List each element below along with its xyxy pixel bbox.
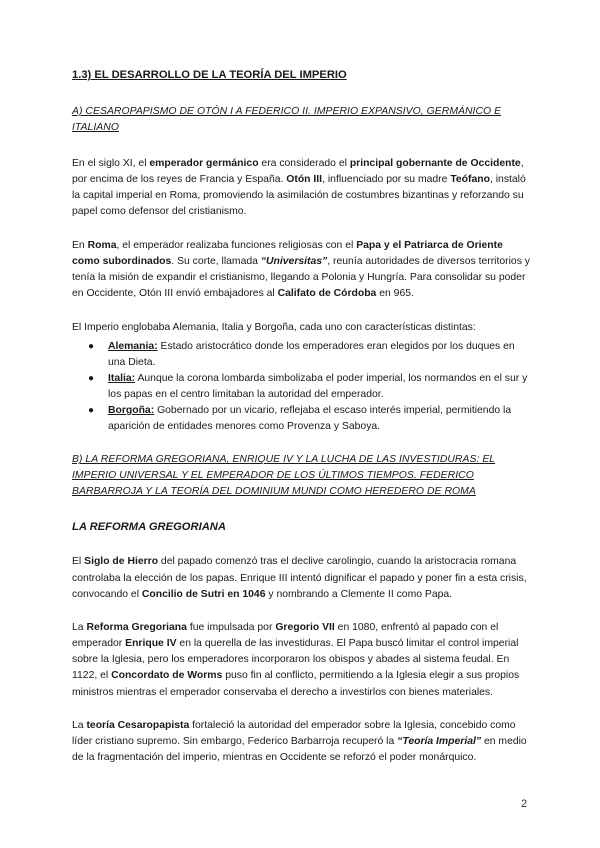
paragraph-imperio-intro: El Imperio englobaba Alemania, Italia y Borgoña, cada uno con características distintas: (72, 321, 476, 333)
list-item: ● Italia: Aunque la corona lombarda simbolizaba el poder imperial, los normandos en el sur y los papas en el centro limitaban la autoridad del emperador. (88, 373, 528, 401)
page-number: 2 (521, 798, 528, 810)
section-a-heading: A) CESAROPAPISMO DE OTÓN I A FEDERICO II. IMPERIO EXPANSIVO, GERMÁNICO E ITALIANO (72, 106, 502, 133)
paragraph-siglo-hierro: El Siglo de Hierro del papado comenzó tras el declive carolingio, cuando la aristocracia romana controlaba la elección de los papas. Enrique III intentó dignificar el papado y poner fin a esta crisis, convocando el Concilio de Sutri en 1046 y nombrando a Clemente II como Papa. (72, 556, 527, 600)
document-page (72, 68, 532, 784)
paragraph-reforma-gregoriana: La Reforma Gregoriana fue impulsada por Gregorio VII en 1080, enfrentó al papado con el emperador Enrique IV en la querella de las investiduras. El Papa buscó limitar el control imperial sobre la Iglesia, pero los emperadores incorporaron los obispos y abades al sistema feudal. En 1122, el Concordato de Worms puso fin al conflicto, permitiendo a la Iglesia elegir a sus propios ministros mientras el emperador conservaba el derecho a investirlos con bienes materiales. (72, 622, 520, 698)
bullet-icon: ● (88, 405, 95, 417)
list-item: ● Alemania: Estado aristocrático donde los emperadores eran elegidos por los duques en una Dieta. (88, 340, 515, 368)
bullet-icon: ● (88, 373, 95, 385)
territories-list (72, 339, 532, 436)
paragraph-roma: En Roma, el emperador realizaba funciones religiosas con el Papa y el Patriarca de Oriente como subordinados. Su corte, llamada “Universitas”, reunía autoridades de diversos territorios y tenía la misión de expandir el cristianismo, llegando a Polonia y Hungría. Para consolidar su poder en Occidente, Otón III envió embajadores al Califato de Córdoba en 965. (72, 239, 530, 300)
list-item: ● Borgoña: Gobernado por un vicario, reflejaba el escaso interés imperial, permitiendo la aparición de entidades menores como Provenza y Saboya. (88, 405, 512, 433)
paragraph-otto: En el siglo XI, el emperador germánico era considerado el principal gobernante de Occidente, por encima de los reyes de Francia y España. Otón III, influenciado por su madre Teófano, instaló la capital imperial en Roma, promoviendo la asimilación de costumbres bizantinas y reforzando su papel como defensor del cristianismo. (72, 158, 526, 218)
bullet-icon: ● (88, 340, 95, 352)
page-title: 1.3) EL DESARROLLO DE LA TEORÍA DEL IMPERIO (72, 69, 347, 81)
subheading-reforma: LA REFORMA GREGORIANA (72, 521, 226, 534)
paragraph-cesaropapista: La teoría Cesaropapista fortaleció la autoridad del emperador sobre la Iglesia, concebido como líder cristiano supremo. Sin embargo, Federico Barbarroja recuperó la “Teoría Imperial” en medio de la fragmentación del imperio, mientras en Occidente se reforzó el poder monárquico. (72, 720, 527, 764)
section-b-heading: B) LA REFORMA GREGORIANA, ENRIQUE IV Y LA LUCHA DE LAS INVESTIDURAS: EL IMPERIO UNIVERSAL Y EL EMPERADOR DE LOS ÚLTIMOS TIEMPOS. FEDERICO BARBARROJA Y LA TEORÍA DEL DOMINIUM MUNDI COMO HEREDERO DE ROMA (72, 454, 496, 498)
